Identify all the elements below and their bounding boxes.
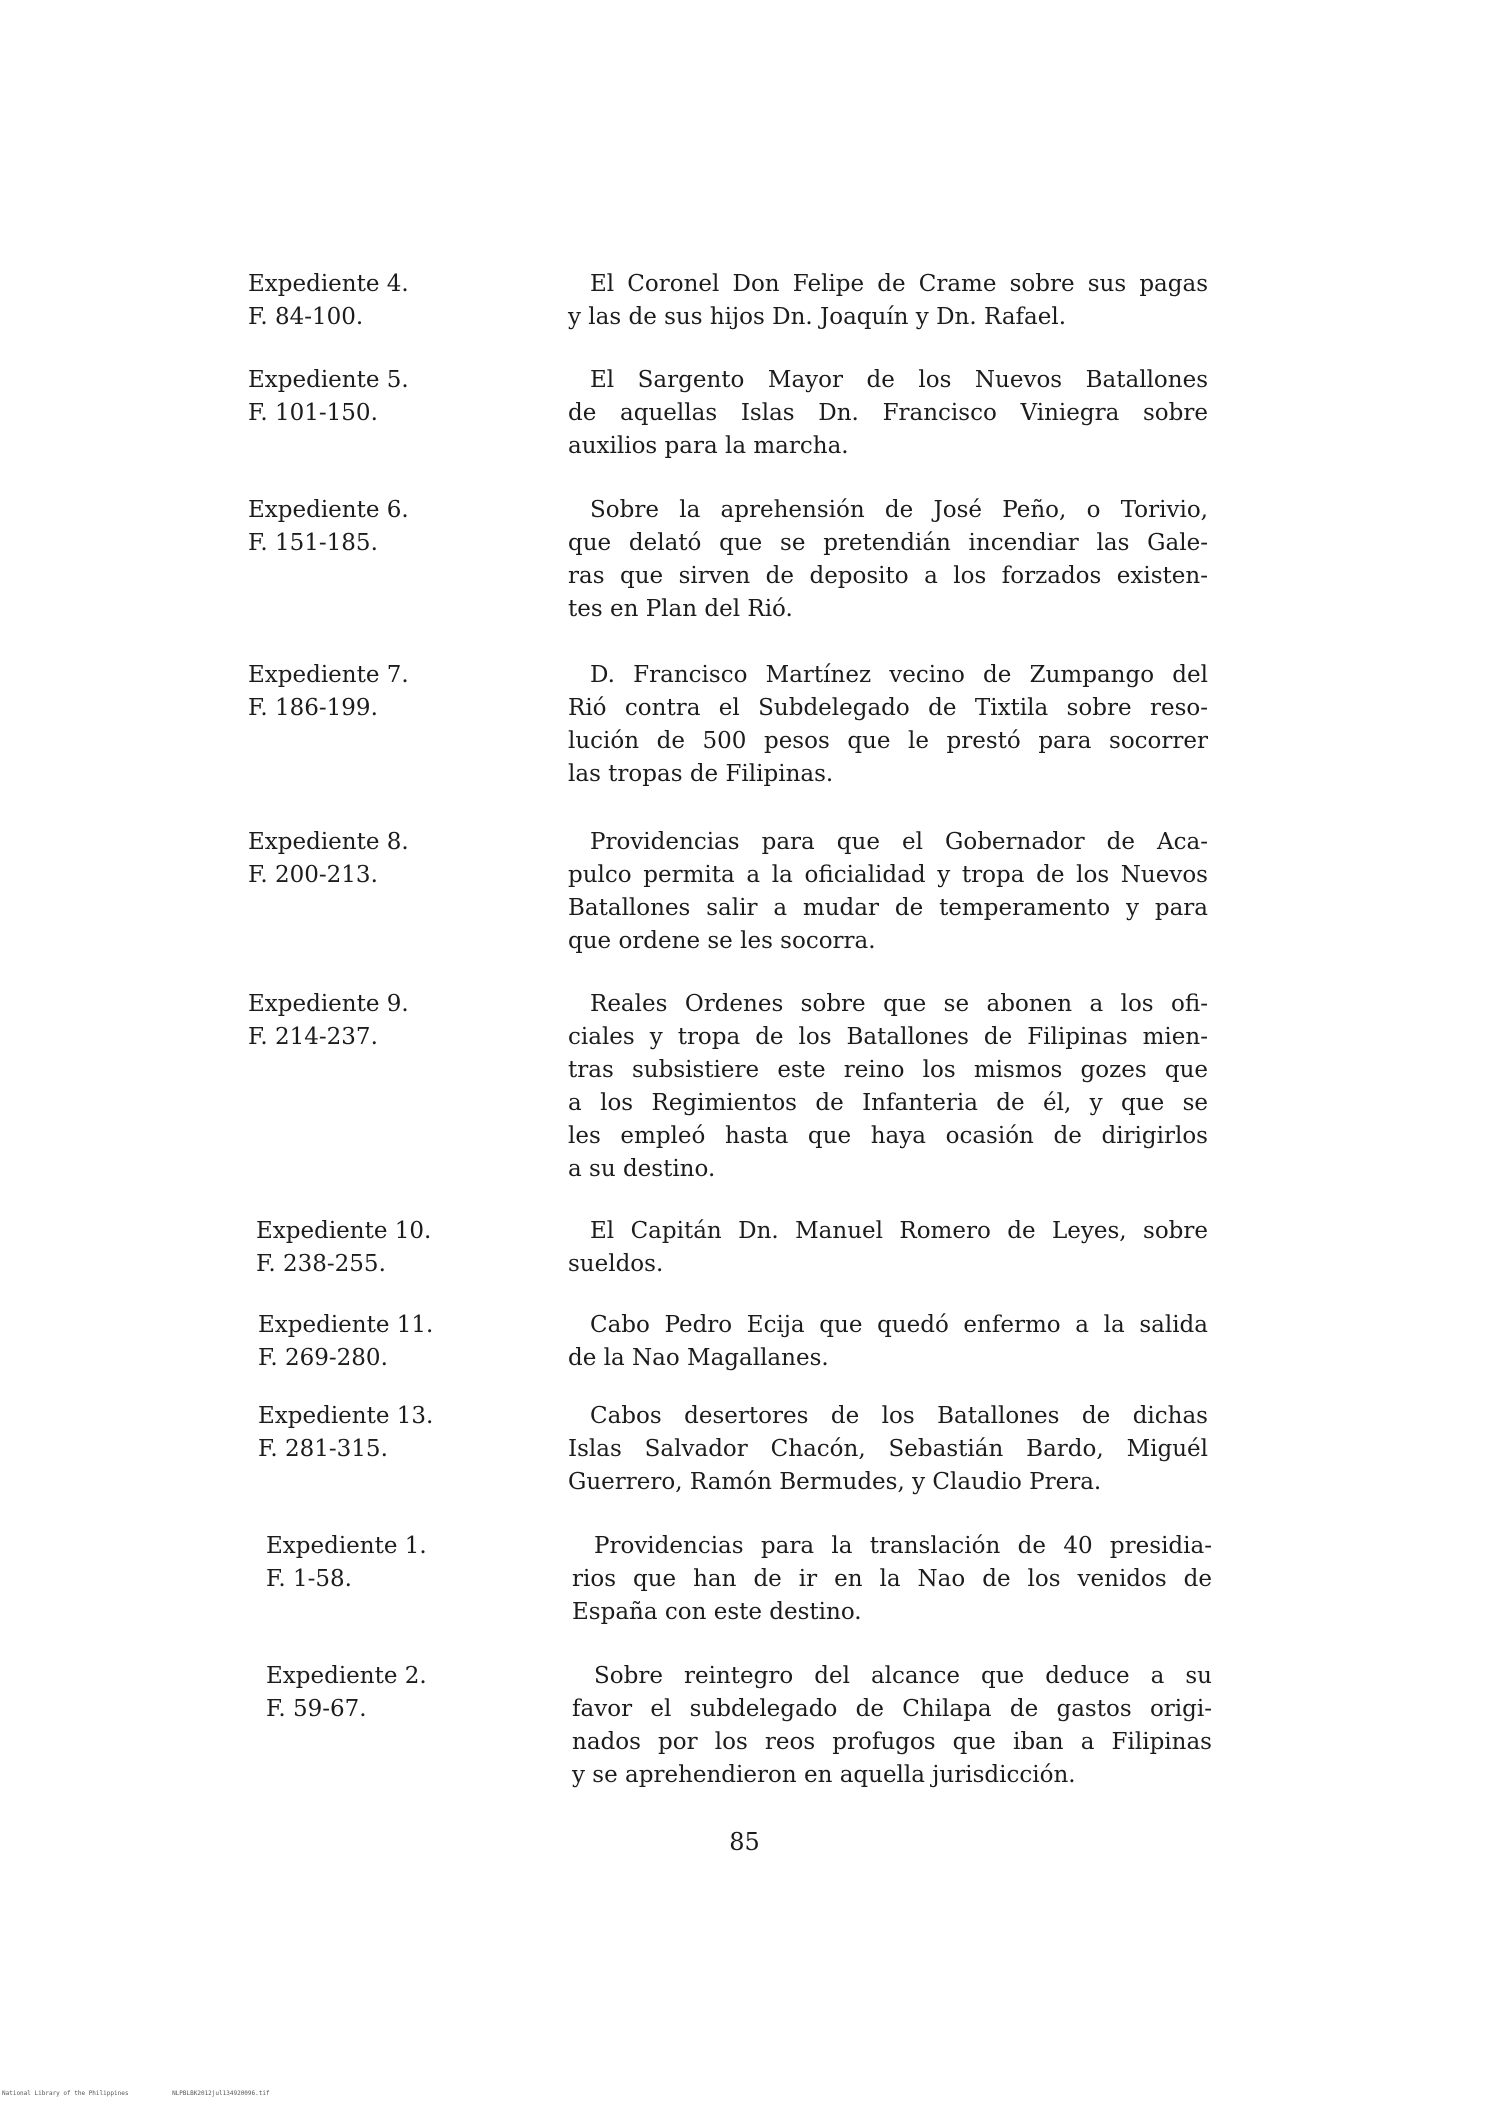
description-line: Providencias para la translación de 40 presidia- [594,1533,1212,1559]
description-line: que ordene se les socorra. [568,928,876,954]
expediente-label: Expediente 10. [256,1218,432,1244]
description-line: El Coronel Don Felipe de Crame sobre sus pagas [590,271,1208,297]
expediente-label: Expediente 11. [258,1312,434,1338]
description-line: Cabos desertores de los Batallones de dichas [590,1403,1208,1429]
description-line: las tropas de Filipinas. [568,761,834,787]
description-line: Reales Ordenes sobre que se abonen a los ofi- [590,991,1208,1017]
folio-range: F. 200-213. [248,862,378,888]
expediente-label: Expediente 2. [266,1663,427,1689]
entry-description [568,268,1208,334]
description-line: tras subsistiere este reino los mismos gozes que [568,1057,1208,1083]
entry-description [568,1400,1208,1499]
entry-reference [248,268,508,334]
description-line: Guerrero, Ramón Bermudes, y Claudio Prera. [568,1469,1102,1495]
folio-range: F. 281-315. [258,1436,388,1462]
description-line: Providencias para que el Gobernador de Aca- [590,829,1208,855]
entry-description [572,1660,1212,1792]
entry-reference [256,1215,516,1281]
description-line: les empleó hasta que haya ocasión de dirigirlos [568,1123,1208,1149]
description-line: lución de 500 pesos que le prestó para socorrer [568,728,1208,754]
description-line: Sobre la aprehensión de José Peño, o Torivio, [590,497,1208,523]
entry-description [568,826,1208,958]
description-line: sueldos. [568,1251,664,1277]
description-line: que delató que se pretendián incendiar las Gale- [568,530,1208,556]
description-line: Sobre reintegro del alcance que deduce a su [594,1663,1212,1689]
entry-reference [248,826,508,892]
description-line: de la Nao Magallanes. [568,1345,829,1371]
description-line: nados por los reos profugos que iban a Filipinas [572,1729,1212,1755]
folio-range: F. 1-58. [266,1566,352,1592]
expediente-label: Expediente 8. [248,829,409,855]
entry-description [568,494,1208,626]
entry-description [572,1530,1212,1629]
expediente-label: Expediente 4. [248,271,409,297]
expediente-label: Expediente 1. [266,1533,427,1559]
description-line: Rió contra el Subdelegado de Tixtila sobre reso- [568,695,1208,721]
folio-range: F. 214-237. [248,1024,378,1050]
entry-reference [258,1309,518,1375]
description-line: pulco permita a la oficialidad y tropa de los Nuevos [568,862,1208,888]
folio-range: F. 269-280. [258,1345,388,1371]
description-line: rios que han de ir en la Nao de los venidos de [572,1566,1212,1592]
description-line: ras que sirven de deposito a los forzados existen- [568,563,1208,589]
description-line: D. Francisco Martínez vecino de Zumpango del [590,662,1208,688]
entry-description [568,659,1208,791]
page-number: 85 [729,1828,760,1856]
description-line: a su destino. [568,1156,716,1182]
entry-description [568,988,1208,1186]
folio-range: F. 84-100. [248,304,364,330]
expediente-label: Expediente 13. [258,1403,434,1429]
scan-footer [2,2090,310,2097]
description-line: Cabo Pedro Ecija que quedó enfermo a la salida [590,1312,1208,1338]
folio-range: F. 101-150. [248,400,378,426]
entry-reference [248,494,508,560]
description-line: favor el subdelegado de Chilapa de gastos origi- [572,1696,1212,1722]
description-line: Batallones salir a mudar de temperamento y para [568,895,1208,921]
entry-reference [248,364,508,430]
description-line: y las de sus hijos Dn. Joaquín y Dn. Rafael. [568,304,1067,330]
description-line: auxilios para la marcha. [568,433,849,459]
expediente-label: Expediente 5. [248,367,409,393]
expediente-label: Expediente 6. [248,497,409,523]
entry-reference [258,1400,518,1466]
folio-range: F. 59-67. [266,1696,367,1722]
description-line: Islas Salvador Chacón, Sebastián Bardo, Miguél [568,1436,1208,1462]
entry-reference [266,1530,526,1596]
description-line: El Sargento Mayor de los Nuevos Batallones [590,367,1208,393]
description-line: tes en Plan del Rió. [568,596,793,622]
description-line: España con este destino. [572,1599,862,1625]
description-line: y se aprehendieron en aquella jurisdicción. [572,1762,1076,1788]
entry-description [568,1309,1208,1375]
entry-description [568,1215,1208,1281]
entry-reference [266,1660,526,1726]
folio-range: F. 151-185. [248,530,378,556]
expediente-label: Expediente 9. [248,991,409,1017]
description-line: a los Regimientos de Infanteria de él, y que se [568,1090,1208,1116]
footer-library: National Library of the Philippines [2,2090,129,2097]
description-line: de aquellas Islas Dn. Francisco Viniegra sobre [568,400,1208,426]
folio-range: F. 186-199. [248,695,378,721]
entry-description [568,364,1208,463]
footer-file: NLPBLBK2012jul134920096.tif [172,2090,270,2097]
entry-reference [248,988,508,1054]
folio-range: F. 238-255. [256,1251,386,1277]
expediente-label: Expediente 7. [248,662,409,688]
description-line: El Capitán Dn. Manuel Romero de Leyes, sobre [590,1218,1208,1244]
description-line: ciales y tropa de los Batallones de Filipinas mien- [568,1024,1208,1050]
entry-reference [248,659,508,725]
